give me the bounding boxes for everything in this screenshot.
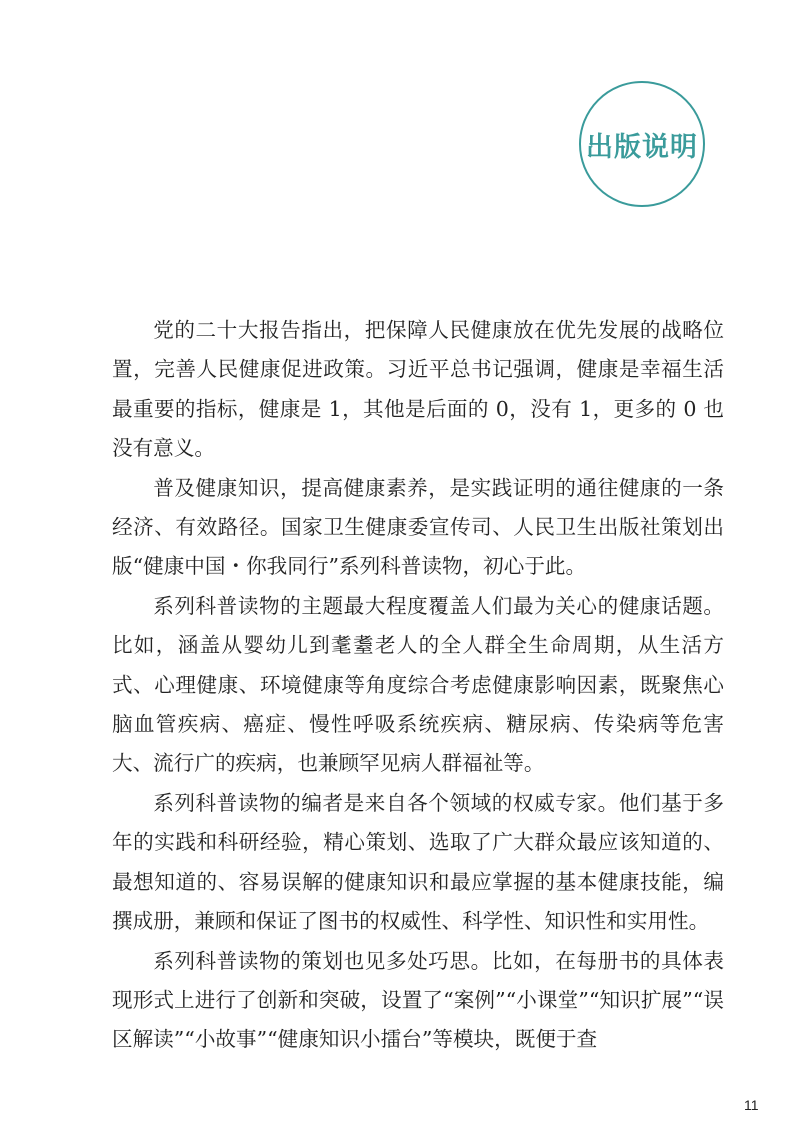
paragraph: 系列科普读物的策划也见多处巧思。比如，在每册书的具体表现形式上进行了创新和突破，设置了“案例”“小课堂”“知识扩展”“误区解读”“小故事”“健康知识小擂台”等模块，既便于查	[112, 948, 724, 1052]
page-title: 出版说明	[586, 131, 698, 163]
paragraph: 党的二十大报告指出，把保障人民健康放在优先发展的战略位置，完善人民健康促进政策。习近平总书记强调，健康是幸福生活最重要的指标，健康是 1，其他是后面的 0，没有 1，更多的 0 也没有意义。	[112, 318, 724, 461]
paragraph: 系列科普读物的主题最大程度覆盖人们最为关心的健康话题。比如，涵盖从婴幼儿到耄耋老人的全人群全生命周期，从生活方式、心理健康、环境健康等角度综合考虑健康影响因素，既聚焦心脑血管疾病、癌症、慢性呼吸系统疾病、糖尿病、传染病等危害大、流行广的疾病，也兼顾罕见病人群福祉等。	[112, 593, 724, 776]
paragraph: 系列科普读物的编者是来自各个领域的权威专家。他们基于多年的实践和科研经验，精心策划、选取了广大群众最应该知道的、最想知道的、容易误解的健康知识和最应掌握的基本健康技能，编撰成册，兼顾和保证了图书的权威性、科学性、知识性和实用性。	[112, 790, 724, 934]
page-number: 11	[744, 1097, 759, 1113]
body-text	[112, 311, 724, 1060]
title-badge	[579, 81, 705, 207]
paragraph: 普及健康知识，提高健康素养，是实践证明的通往健康的一条经济、有效路径。国家卫生健康委宣传司、人民卫生出版社策划出版“健康中国・你我同行”系列科普读物，初心于此。	[112, 475, 724, 579]
